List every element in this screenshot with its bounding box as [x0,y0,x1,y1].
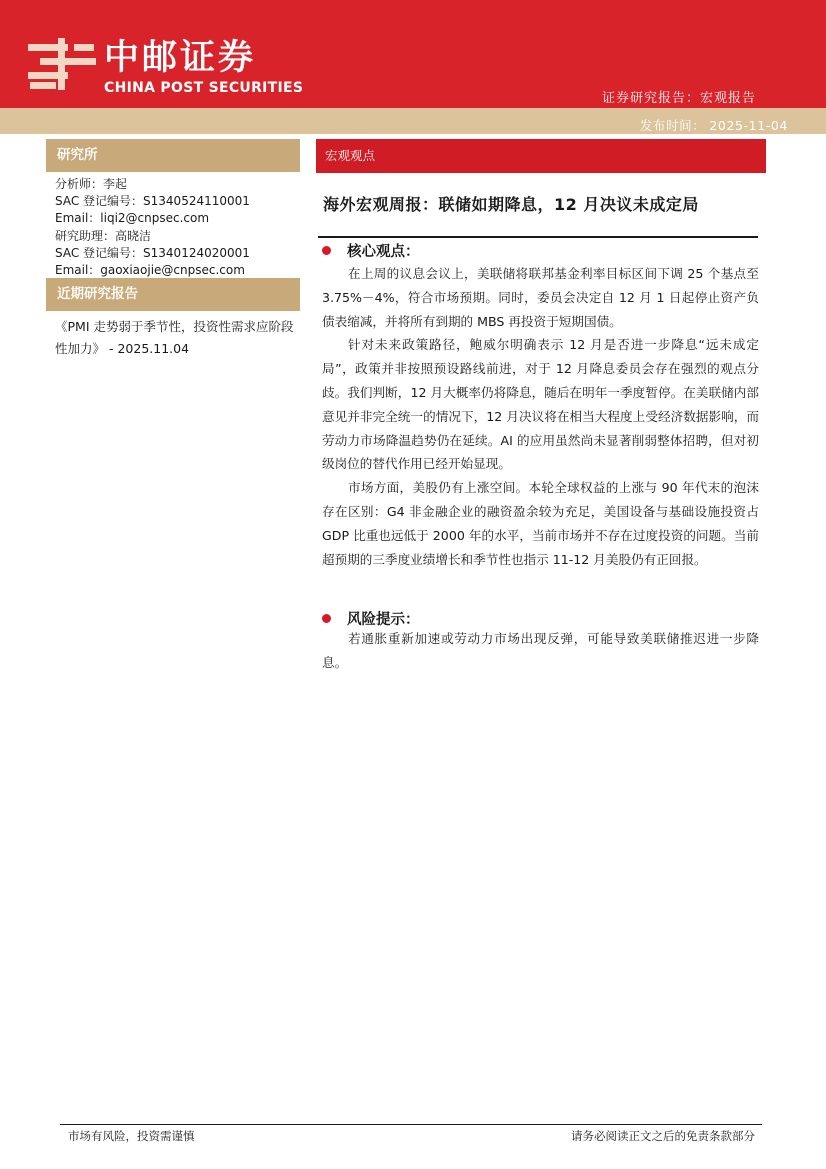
recent-report-link[interactable]: 《PMI 走势弱于季节性，投资性需求应阶段性加力》 - 2025.11.04 [55,319,294,356]
analyst-line: 分析师：李起 [55,177,128,191]
analyst-line: SAC 登记编号：S1340124020001 [55,245,250,260]
publish-date: 2025-11-04 [709,118,788,133]
risk-label: 风险提示： [347,612,420,628]
core-views-label: 核心观点： [347,244,420,260]
analyst-info [55,176,250,279]
paragraph: 针对未来政策路径，鲍威尔明确表示 12 月是否进一步降息“远未成定局”，政策并非按照预设路线前进，对于 12 月降息委员会存在强烈的观点分歧。我们判断，12 月大概率仍将降息，随后在明年一季度暂停。在美联储内部意见并非完全统一的情况下，12 月决议将在相当大程度上受经济数据影响，而劳动力市场降温趋势仍在延续。AI 的应用虽然尚未显著削弱整体招聘，但对初级岗位的替代作用已经开始显现。 [322,337,759,472]
footer-divider [60,1124,762,1125]
category-tag: 宏观观点 [316,139,766,173]
report-type: 证券研究报告：宏观报告 [601,91,756,106]
brand-name-en: CHINA POST SECURITIES [104,80,304,96]
analyst-line: Email：liqi2@cnpsec.com [55,211,210,226]
bullet-dot-icon [322,246,331,255]
publish-time-label: 发布时间： [639,118,706,133]
footer-disclaimer-right: 请务必阅读正文之后的免责条款部分 [571,1129,755,1143]
title-divider [318,236,758,238]
analyst-line: SAC 登记编号：S1340524110001 [55,194,250,209]
bullet-dot-icon [322,614,331,623]
paragraph: 在上周的议息会议上，美联储将联邦基金利率目标区间下调 25 个基点至 3.75%－4%，符合市场预期。同时，委员会决定自 12 月 1 日起停止资产负债表缩减，并将所有到期的 MBS 再投资于短期国债。 [322,266,759,329]
china-post-logo-icon [28,38,96,90]
publish-time [640,118,792,134]
analyst-line: 研究助理：高晓洁 [55,228,152,243]
recent-reports-heading: 近期研究报告 [46,278,300,311]
paragraph: 市场方面，美股仍有上涨空间。本轮全球权益的上涨与 90 年代末的泡沫存在区别：G4 非金融企业的融资盈余较为充足，美国设备与基础设施投资占 GDP 比重也远低于 2000 年的水平，当前市场并不存在过度投资的问题。当前超预期的三季度业绩增长和季节性也指示 11-12 月美股仍有正回报。 [322,480,759,567]
brand-name-cn: 中邮证券 [104,38,257,78]
core-views-heading [322,242,420,262]
paragraph: 若通胀重新加速或劳动力市场出现反弹，可能导致美联储推迟进一步降息。 [322,631,759,670]
analyst-line: Email：gaoxiaojie@cnpsec.com [55,263,245,278]
page-title: 海外宏观周报：联储如期降息，12 月决议未成定局 [323,195,699,214]
institute-heading: 研究所 [46,139,300,172]
risk-body [322,627,759,675]
core-views-body [322,262,759,571]
footer-disclaimer-left: 市场有风险，投资需谨慎 [68,1129,195,1143]
